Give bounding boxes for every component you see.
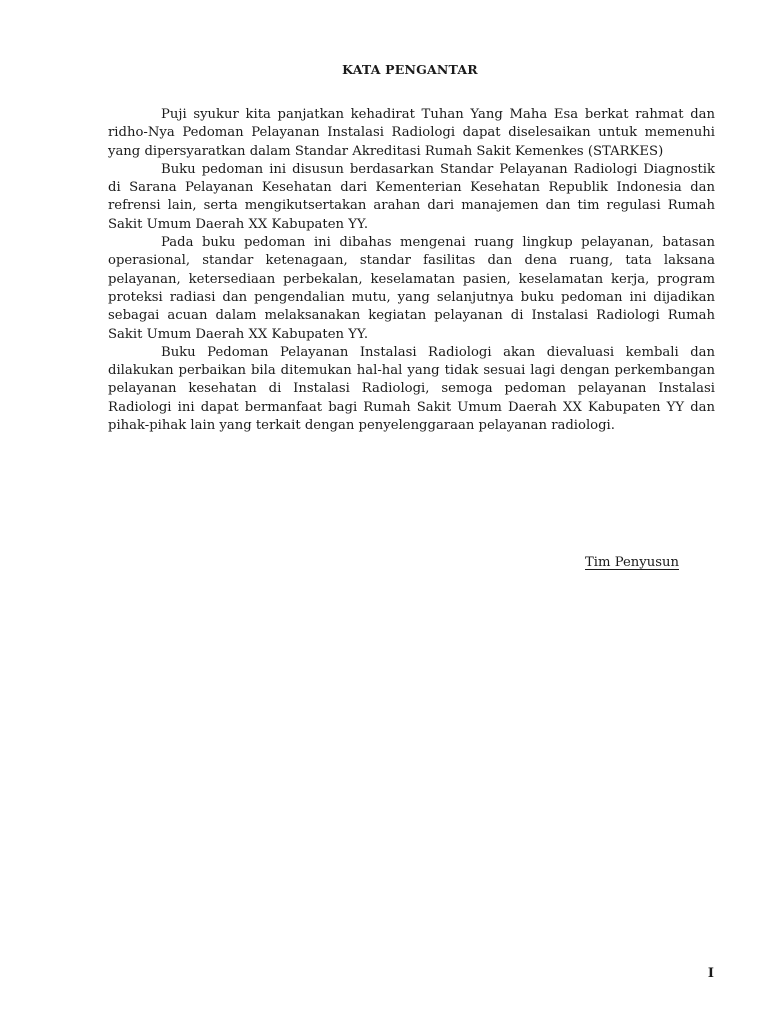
- paragraph-3: Pada buku pedoman ini dibahas mengenai ruang lingkup pelayanan, batasan operasional, standar ketenagaan, standar fasilitas dan dena ruang, tata laksana pelayanan, ketersediaan perbekalan, keselamatan pasien, keselamatan kerja, program proteksi radiasi dan pengendalian mutu, yang selanjutnya buku pedoman ini dijadikan sebagai acuan dalam melaksanakan kegiatan pelayanan di Instalasi Radiologi Rumah Sakit Umum Daerah XX Kabupaten YY.: [108, 235, 715, 342]
- signature-text: Tim Penyusun: [585, 555, 679, 570]
- paragraph-1: Puji syukur kita panjatkan kehadirat Tuhan Yang Maha Esa berkat rahmat dan ridho-Nya Pedoman Pelayanan Instalasi Radiologi dapat diselesaikan untuk memenuhi yang dipersyaratkan dalam Standar Akreditasi Rumah Sakit Kemenkes (STARKES): [108, 107, 715, 159]
- paragraph-2: Buku pedoman ini disusun berdasarkan Standar Pelayanan Radiologi Diagnostik di Sarana Pelayanan Kesehatan dari Kementerian Kesehatan Republik Indonesia dan refrensi lain, serta mengikutsertakan arahan dari manajemen dan tim regulasi Rumah Sakit Umum Daerah XX Kabupaten YY.: [108, 161, 715, 232]
- page-number: I: [707, 966, 714, 981]
- document-title: KATA PENGANTAR: [342, 62, 478, 77]
- paragraph-4: Buku Pedoman Pelayanan Instalasi Radiologi akan dievaluasi kembali dan dilakukan perbaikan bila ditemukan hal-hal yang tidak sesuai lagi dengan perkembangan pelayanan kesehatan di Instalasi Radiologi, semoga pedoman pelayanan Instalasi Radiologi ini dapat bermanfaat bagi Rumah Sakit Umum Daerah XX Kabupaten YY dan pihak-pihak lain yang terkait dengan penyelenggaraan pelayanan radiologi.: [108, 344, 715, 434]
- document-body: [108, 106, 715, 435]
